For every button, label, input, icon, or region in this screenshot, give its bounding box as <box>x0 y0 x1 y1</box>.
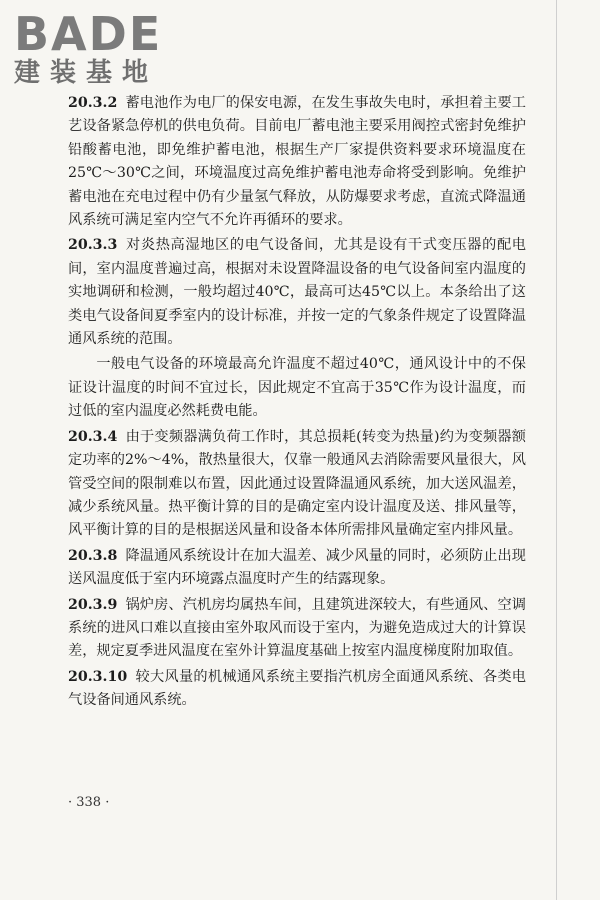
clause-number: 20.3.8 <box>68 547 118 564</box>
clause-20-3-2 <box>68 92 526 232</box>
clause-number: 20.3.9 <box>68 596 118 613</box>
clause-number: 20.3.3 <box>68 237 118 254</box>
clause-text: 蓄电池作为电厂的保安电源，在发生事故失电时，承担着主要工艺设备紧急停机的供电负荷。目前电厂蓄电池主要采用阀控式密封免维护铅酸蓄电池，即免维护蓄电池，根据生产厂家提供资料要求环境温度在25℃～30℃之间，环境温度过高免维护蓄电池寿命将受到影响。免维护蓄电池在充电过程中仍有少量氢气释放，从防爆要求考虑，直流式降温通风系统可满足室内空气不允许再循环的要求。 <box>68 95 526 229</box>
clause-20-3-3 <box>68 234 526 351</box>
clause-text: 较大风量的机械通风系统主要指汽机房全面通风系统、各类电气设备间通风系统。 <box>68 668 526 709</box>
clause-20-3-3-continuation <box>68 353 526 423</box>
logo-brand-text: BADE <box>14 7 163 61</box>
clause-20-3-10 <box>68 666 526 713</box>
document-body <box>68 92 526 715</box>
clause-text: 由于变频器满负荷工作时，其总损耗(转变为热量)约为变频器额定功率的2%～4%，散热量很大，仅靠一般通风去消除需要风量很大，风管受空间的限制难以布置，因此通过设置降温通风系统，加大送风温差，减少系统风量。热平衡计算的目的是确定室内设计温度及送、排风量等，风平衡计算的目的是根据送风量和设备本体所需排风量确定室内排风量。 <box>68 428 526 539</box>
clause-number: 20.3.10 <box>68 668 128 685</box>
brand-logo <box>14 8 182 88</box>
page-number: · 338 · <box>68 795 110 810</box>
clause-text: 锅炉房、汽机房均属热车间，且建筑进深较大，有些通风、空调系统的进风口难以直接由室外取风而设于室内，为避免造成过大的计算误差，规定夏季进风温度在室外计算温度基础上按室内温度梯度附加取值。 <box>68 596 526 660</box>
clause-text: 降温通风系统设计在加大温差、减少风量的同时，必须防止出现送风温度低于室内环境露点温度时产生的结露现象。 <box>68 547 526 588</box>
logo-subtitle: 建装基地 <box>14 58 159 88</box>
clause-text: 对炎热高湿地区的电气设备间，尤其是设有干式变压器的配电间，室内温度普遍过高，根据对未设置降温设备的电气设备间室内温度的实地调研和检测，一般均超过40℃，最高可达45℃以上。本条给出了这类电气设备间夏季室内的设计标准，并按一定的气象条件规定了设置降温通风系统的范围。 <box>68 237 526 348</box>
clause-20-3-9 <box>68 594 526 664</box>
clause-20-3-4 <box>68 426 526 543</box>
clause-text: 一般电气设备的环境最高允许温度不超过40℃，通风设计中的不保证设计温度的时间不宜过长，因此规定不宜高于35℃作为设计温度，而过低的室内温度必然耗费电能。 <box>68 356 526 420</box>
clause-number: 20.3.2 <box>68 95 118 111</box>
clause-20-3-8 <box>68 545 526 592</box>
page-margin-line <box>556 0 557 900</box>
clause-number: 20.3.4 <box>68 428 118 445</box>
